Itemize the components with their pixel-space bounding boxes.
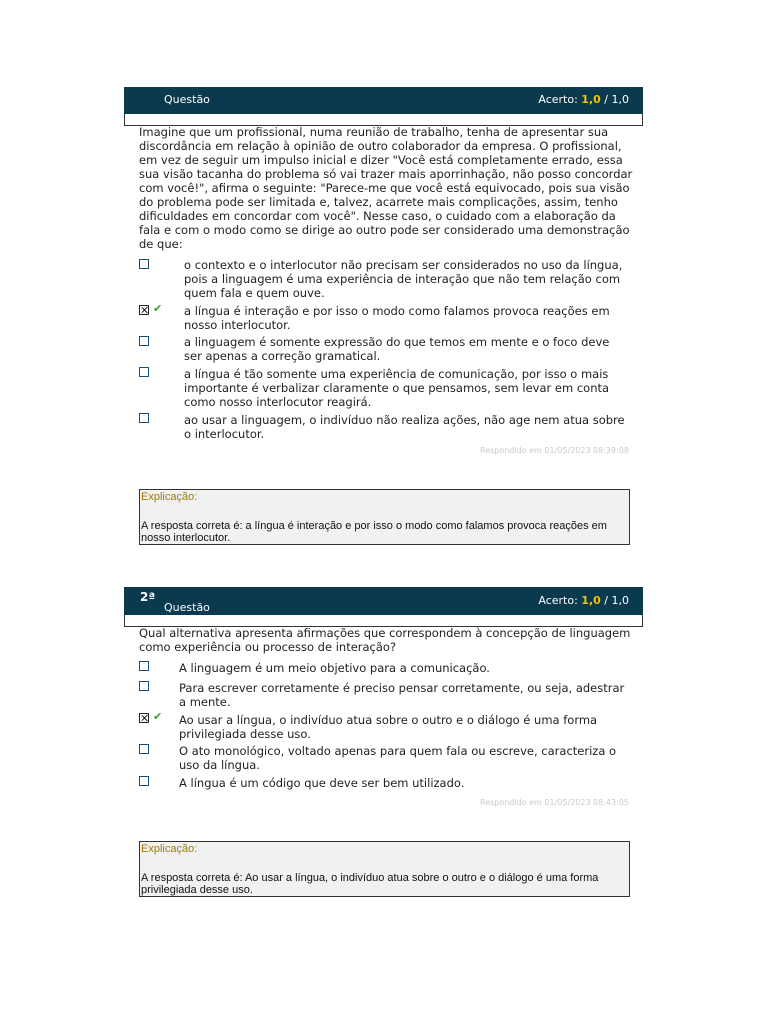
question-2-option-3[interactable]: Ao usar a língua, o indivíduo atua sobre o outro e o diálogo é uma forma privilegiada desse uso. <box>179 713 598 741</box>
question-2-option-3-checkbox[interactable] <box>139 713 149 723</box>
explanation-title: Explicação: <box>141 491 198 503</box>
question-2-explanation <box>139 841 630 897</box>
question-1-option-5[interactable]: ao usar a linguagem, o indivíduo não realiza ações, não age nem atua sobre o interlocutor. <box>184 413 625 441</box>
explanation-text: A resposta correta é: Ao usar a língua, o indivíduo atua sobre o outro e o diálogo é uma forma privilegiada desse uso. <box>141 872 599 896</box>
question-1-score: Acerto: 1,0 / 1,0 <box>538 93 629 106</box>
question-1-option-5-checkbox[interactable] <box>139 413 149 423</box>
correct-check-icon: ✔ <box>153 302 163 315</box>
explanation-title: Explicação: <box>141 843 198 855</box>
question-2-option-4[interactable]: O ato monológico, voltado apenas para quem fala ou escreve, caracteriza o uso da língua. <box>179 744 617 772</box>
question-1-explanation <box>139 489 630 545</box>
question-2-header <box>124 587 643 615</box>
question-2-option-4-checkbox[interactable] <box>139 744 149 754</box>
question-1-option-1-checkbox[interactable] <box>139 259 149 269</box>
question-2-answered-timestamp: Respondido em 01/05/2023 08:43:05 <box>480 798 629 807</box>
question-1-option-4-checkbox[interactable] <box>139 367 149 377</box>
question-2-stem: Qual alternativa apresenta afirmações que correspondem à concepção de linguagem como experiência ou processo de interação? <box>139 626 631 654</box>
question-2-label: Questão <box>164 601 210 614</box>
question-1-option-2[interactable]: a língua é interação e por isso o modo como falamos provoca reações em nosso interlocutor. <box>184 304 610 332</box>
correct-check-icon: ✔ <box>153 710 163 723</box>
question-1-label: Questão <box>164 93 210 106</box>
question-2-option-1-checkbox[interactable] <box>139 661 149 671</box>
question-1-answered-timestamp: Respondido em 01/05/2023 08:39:08 <box>480 446 629 455</box>
question-1-header <box>124 87 643 114</box>
question-1-option-1[interactable]: o contexto e o interlocutor não precisam ser considerados no uso da língua, pois a linguagem é uma experiência de interação que não tem relação com quem fala e quem ouve. <box>184 258 623 300</box>
question-2-option-2-checkbox[interactable] <box>139 681 149 691</box>
question-1-option-3-checkbox[interactable] <box>139 336 149 346</box>
question-2-option-1[interactable]: A linguagem é um meio objetivo para a comunicação. <box>179 661 490 675</box>
explanation-text: A resposta correta é: a língua é interação e por isso o modo como falamos provoca reações em nosso interlocutor. <box>141 520 607 544</box>
question-2-option-5[interactable]: A língua é um código que deve ser bem utilizado. <box>179 776 465 790</box>
question-1-option-4[interactable]: a língua é tão somente uma experiência de comunicação, por isso o mais importante é verbalizar claramente o que pensamos, sem levar em conta como nosso interlocutor reagirá. <box>184 367 610 409</box>
question-2-option-2[interactable]: Para escrever corretamente é preciso pensar corretamente, ou seja, adestrar a mente. <box>179 681 625 709</box>
question-1-stem: Imagine que um profissional, numa reunião de trabalho, tenha de apresentar sua discordância em relação à opinião de outro colaborador da empresa. O profissional, em vez de seguir um impulso inicial e dizer "Você está completamente errado, essa sua visão tacanha do problema só vai trazer mais aporrinhação, não posso concordar com você!", afirma o seguinte: "Parece-me que você está equivocado, pois sua visão do problema pode ser limitada e, talvez, acarrete mais complicações, assim, tenho dificuldades em concordar com você". Nesse caso, o cuidado com a elaboração da fala e com o modo como se dirige ao outro pode ser considerado uma demonstração de que: <box>139 125 633 251</box>
question-2-score: Acerto: 1,0 / 1,0 <box>538 594 629 607</box>
question-1-option-2-checkbox[interactable] <box>139 305 149 315</box>
question-2-option-5-checkbox[interactable] <box>139 776 149 786</box>
question-1-option-3[interactable]: a linguagem é somente expressão do que temos em mente e o foco deve ser apenas a correção gramatical. <box>184 335 610 363</box>
question-2-number: 2ª <box>140 590 156 604</box>
